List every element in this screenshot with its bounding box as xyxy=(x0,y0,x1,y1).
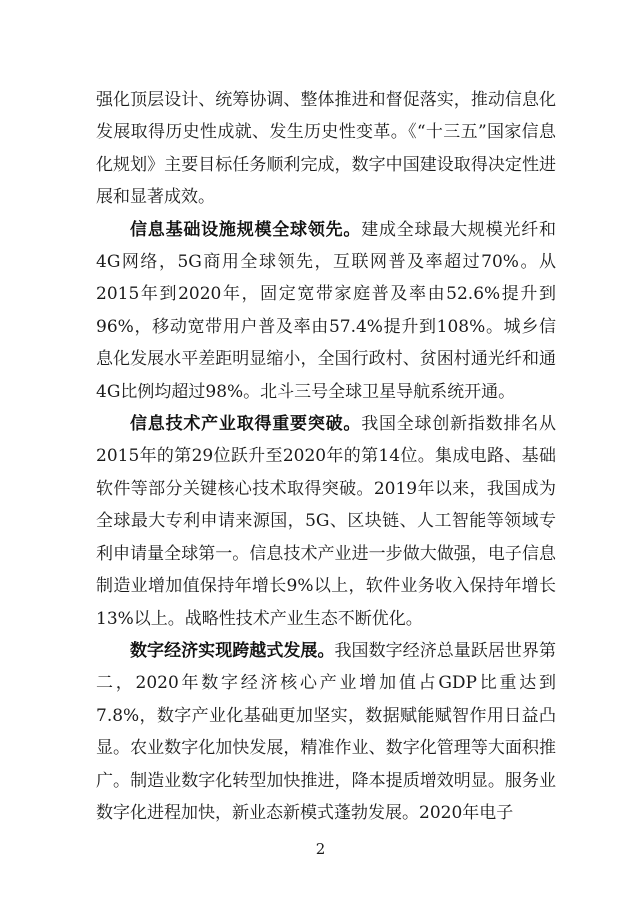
paragraph-text: 建成全球最大规模光纤和4G网络，5G商用全球领先，互联网普及率超过70%。从2015年到2020年，固定宽带家庭普及率由52.6%提升到96%，移动宽带用户普及率由57.4%提升到108%。城乡信息化发展水平差距明显缩小，全国行政村、贫困村通光纤和通4G比例均超过98%。北斗三号全球卫星导航系统开通。 xyxy=(96,219,557,402)
paragraph-digital-economy xyxy=(96,635,556,829)
body-text xyxy=(96,84,556,829)
page-number: 2 xyxy=(315,840,326,858)
paragraph-infrastructure xyxy=(96,214,556,408)
paragraph-text: 我国数字经济总量跃居世界第二，2020年数字经济核心产业增加值占GDP比重达到7.8%，数字产业化基础更加坚实，数据赋能赋智作用日益凸显。农业数字化加快发展，精准作业、数字化管理等大面积推广。制造业数字化转型加快推进，降本提质增效明显。服务业数字化进程加快，新业态新模式蓬勃发展。2020年电子 xyxy=(96,640,556,823)
paragraph-continuation xyxy=(96,84,556,214)
paragraph-text: 我国全球创新指数排名从2015年的第29位跃升至2020年的第14位。集成电路、基础软件等部分关键核心技术取得突破。2019年以来，我国成为全球最大专利申请来源国，5G、区块链、人工智能等领域专利申请量全球第一。信息技术产业进一步做大做强，电子信息制造业增加值保持年增长9%以上，软件业务收入保持年增长13%以上。战略性技术产业生态不断优化。 xyxy=(96,414,557,629)
paragraph-text: 强化顶层设计、统筹协调、整体推进和督促落实，推动信息化发展取得历史性成就、发生历史性变革。《“十三五”国家信息化规划》主要目标任务顺利完成，数字中国建设取得决定性进展和显著成效。 xyxy=(96,90,556,208)
paragraph-heading: 数字经济实现跨越式发展。 xyxy=(130,640,335,661)
paragraph-heading: 信息技术产业取得重要突破。 xyxy=(130,414,362,435)
paragraph-it-industry xyxy=(96,408,556,635)
paragraph-heading: 信息基础设施规模全球领先。 xyxy=(130,219,362,240)
